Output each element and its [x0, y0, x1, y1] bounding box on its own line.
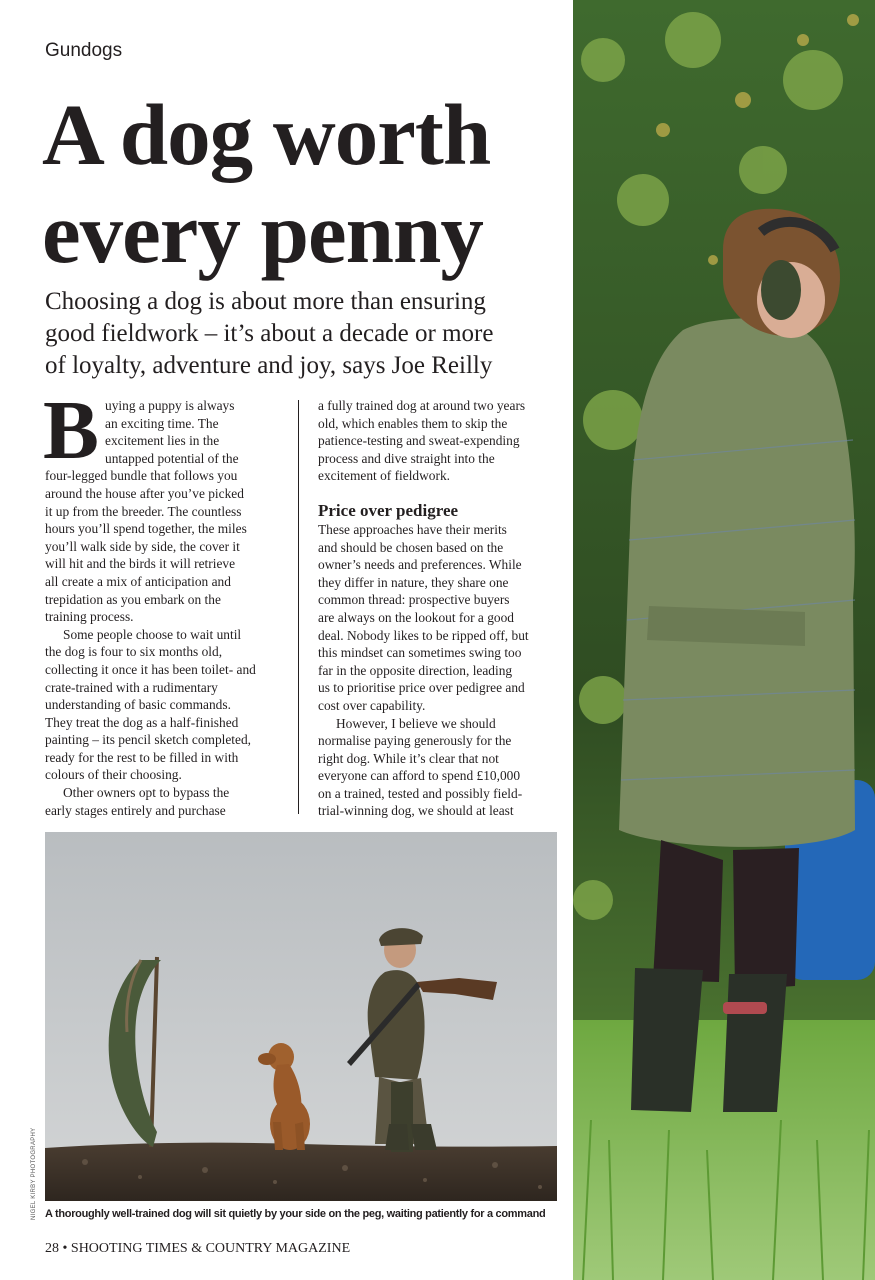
- headline-line-2: every penny: [42, 184, 483, 281]
- body-text-line: everyone can afford to spend £10,000: [318, 768, 521, 784]
- section-label: Gundogs: [45, 40, 123, 61]
- body-text-line: around the house after you’ve picked: [45, 485, 244, 501]
- body-text-line: deal. Nobody likes to be ripped off, but: [318, 627, 529, 643]
- body-text-line: they differ in nature, they share one: [318, 574, 509, 590]
- body-text-line: old, which enables them to skip the: [318, 415, 508, 431]
- body-text-line: However, I believe we should: [336, 715, 496, 731]
- body-text-line: will hit and the birds it will retrieve: [45, 556, 236, 572]
- body-text-line: the dog is four to six months old,: [45, 644, 223, 660]
- body-text-line: this mindset can sometimes swing too: [318, 645, 522, 661]
- standfirst-line-1: Choosing a dog is about more than ensuring: [45, 288, 486, 315]
- body-text-line: early stages entirely and purchase: [45, 802, 226, 818]
- body-text-line: excitement lies in the: [105, 433, 220, 449]
- body-text-line: on a trained, tested and possibly field-: [318, 785, 523, 801]
- photo-caption: A thoroughly well-trained dog will sit quietly by your side on the peg, waiting patiently for a command: [45, 1208, 546, 1220]
- body-text-line: collecting it once it has been toilet- and: [45, 661, 256, 677]
- body-text-line: and should be chosen based on the: [318, 539, 504, 555]
- page-folio: 28 • SHOOTING TIMES & COUNTRY MAGAZINE: [45, 1241, 351, 1256]
- photo-credit: NIGEL KIRBY PHOTOGRAPHY: [31, 1127, 37, 1220]
- body-text-line: patience-testing and sweat-expending: [318, 433, 520, 449]
- column-2-intro-text: [318, 397, 554, 485]
- body-text-line: colours of their choosing.: [45, 767, 182, 783]
- body-text-line: trepidation as you embark on the: [45, 591, 221, 607]
- standfirst-line-3: of loyalty, adventure and joy, says Joe Reilly: [45, 352, 493, 379]
- body-text-line: all create a mix of anticipation and: [45, 573, 231, 589]
- photo-woman-with-ear-defenders: [573, 0, 875, 1280]
- standfirst: [45, 286, 565, 382]
- body-column-2: [318, 397, 554, 820]
- body-text-line: you’ll walk side by side, the cover it: [45, 538, 240, 554]
- body-text-line: uying a puppy is always: [105, 398, 235, 413]
- body-text-line: Some people choose to wait until: [63, 626, 242, 642]
- body-text-line: ready for the rest to be filled in with: [45, 749, 239, 765]
- body-text-line: a fully trained dog at around two years: [318, 398, 526, 413]
- body-column-1: [43, 384, 277, 819]
- body-text-line: They treat the dog as a half-finished: [45, 714, 239, 730]
- headline-line-1: A dog worth: [42, 86, 491, 183]
- body-text-line: far in the opposite direction, leading: [318, 662, 513, 678]
- right-photo-graphic: [573, 0, 875, 1280]
- body-text-line: process and dive straight into the: [318, 450, 495, 466]
- body-text-line: four-legged bundle that follows you: [45, 468, 238, 484]
- body-text-line: Other owners opt to bypass the: [63, 785, 230, 801]
- body-text-line: trial-winning dog, we should at least: [318, 803, 514, 819]
- headline: [42, 86, 567, 282]
- inset-photo-graphic: [45, 832, 557, 1201]
- body-text-line: painting – its pencil sketch completed,: [45, 732, 252, 748]
- body-text-line: owner’s needs and preferences. While: [318, 557, 522, 573]
- body-text-line: normalise paying generously for the: [318, 733, 512, 749]
- body-text-line: cost over capability.: [318, 697, 426, 713]
- body-text-line: These approaches have their merits: [318, 521, 507, 537]
- body-text-line: us to prioritise price over pedigree and: [318, 680, 525, 696]
- body-text-line: hours you’ll spend together, the miles: [45, 521, 247, 537]
- body-text-line: excitement of fieldwork.: [318, 468, 450, 484]
- body-text-line: right dog. While it’s clear that not: [318, 750, 499, 766]
- body-text-line: training process.: [45, 609, 134, 625]
- body-text-line: understanding of basic commands.: [45, 697, 231, 713]
- drop-cap: B: [43, 384, 100, 477]
- body-text-line: crate-trained with a rudimentary: [45, 679, 218, 695]
- body-text-line: untapped potential of the: [105, 450, 239, 466]
- body-text-line: common thread: prospective buyers: [318, 592, 510, 608]
- standfirst-line-2: good fieldwork – it’s about a decade or more: [45, 320, 494, 347]
- body-text-line: are always on the lookout for a good: [318, 609, 514, 625]
- subheading: Price over pedigree: [318, 500, 459, 520]
- body-text-line: an exciting time. The: [105, 415, 219, 431]
- column-divider: [298, 400, 299, 814]
- inset-photo-shooter-with-dog: [45, 832, 557, 1201]
- body-text-line: it up from the breeder. The countless: [45, 503, 242, 519]
- column-2-text: [318, 521, 554, 820]
